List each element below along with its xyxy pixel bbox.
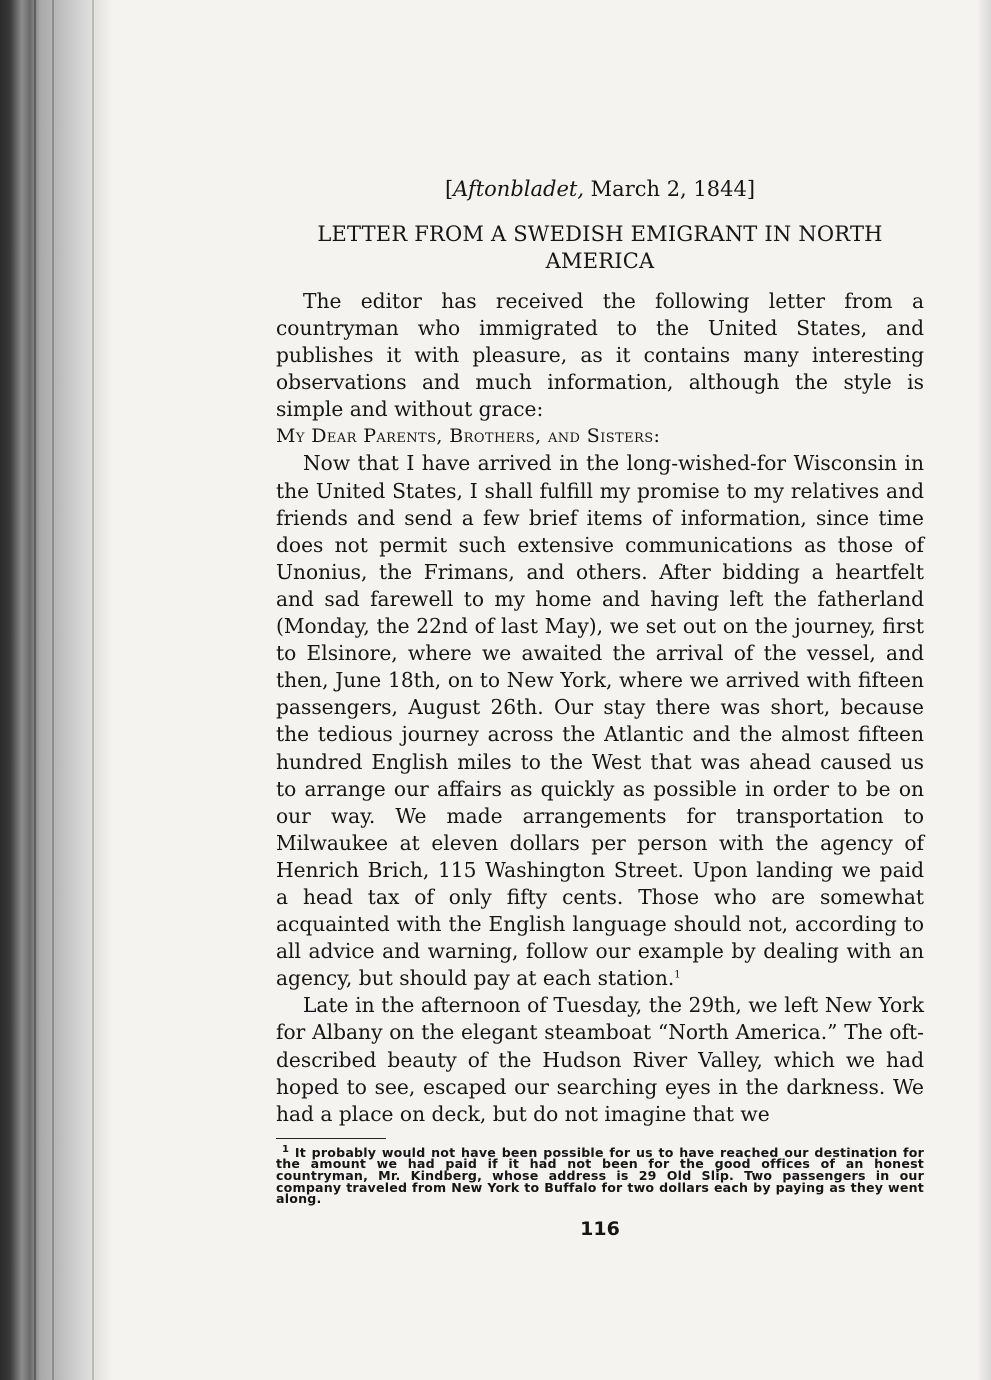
binding-line xyxy=(52,0,54,1380)
letter-paragraph-1 xyxy=(276,450,924,992)
dateline-open-bracket: [ xyxy=(444,177,454,201)
footnote-marker: 1 xyxy=(282,1143,290,1155)
binding-line xyxy=(92,0,94,1380)
footnote-reference: 1 xyxy=(674,969,681,981)
letter-title: LETTER FROM A SWEDISH EMIGRANT IN NORTH AMERICA xyxy=(317,222,883,273)
page-edge-shadow xyxy=(977,0,991,1380)
salutation: My Dear Parents, Brothers, and Sisters: xyxy=(276,425,661,448)
page-number: 116 xyxy=(580,1217,620,1240)
letter-paragraph-1-text: Now that I have arrived in the long-wished-for Wisconsin in the United States, I shall fulfill my promise to my relatives and friends and send a few brief items of information, since time does not permit such extensive communications as those of Unonius, the Frimans, and others. After bidding a heartfelt and sad farewell to my home and having left the fatherland (Monday, the 22nd of last May), we set out on the journey, first to Elsinore, where we awaited the arrival of the vessel, and then, June 18th, on to New York, where we arrived with fifteen passengers, August 26th. Our stay there was short, because the tedious journey across the Atlantic and the almost fifteen hundred English miles to the West that was ahead caused us to arrange our affairs as quickly as possible in order to be on our way. We made arrangements for transportation to Milwaukee at eleven dollars per person with the agency of Henrich Brich, 115 Washington Street. Upon landing we paid a head tax of only fifty cents. Those who are somewhat acquainted with the English language should not, according to all advice and warning, follow our example by dealing with an agency, but should pay at each station. xyxy=(276,451,924,991)
letter-paragraph-2: Late in the afternoon of Tuesday, the 29th, we left New York for Albany on the elegant steamboat “North America.” The oft-described beauty of the Hudson River Valley, which we had hoped to see, escaped our searching eyes in the darkness. We had a place on deck, but do not imagine that we xyxy=(276,993,924,1126)
dateline xyxy=(276,176,924,202)
footnote-divider xyxy=(276,1138,386,1139)
book-page xyxy=(276,176,924,1239)
footnote xyxy=(276,1143,924,1207)
binding-line xyxy=(34,0,36,1380)
newspaper-name: Aftonbladet, xyxy=(453,177,584,201)
dateline-date: March 2, 1844] xyxy=(584,177,756,201)
book-binding-shadow xyxy=(0,0,112,1380)
editor-intro-paragraph: The editor has received the following letter from a countryman who immigrated to the United States, and publishes it with pleasure, as it contains many interesting observations and much information, although the style is simple and without grace: xyxy=(276,289,924,422)
footnote-text: It probably would not have been possible for us to have reached our destination for the amount we had paid if it had not been for the good offices of an honest countryman, Mr. Kindberg, whose address is 29 Old Slip. Two passengers in our company traveled from New York to Buffalo for two dollars each by paying as they went along. xyxy=(276,1144,924,1207)
